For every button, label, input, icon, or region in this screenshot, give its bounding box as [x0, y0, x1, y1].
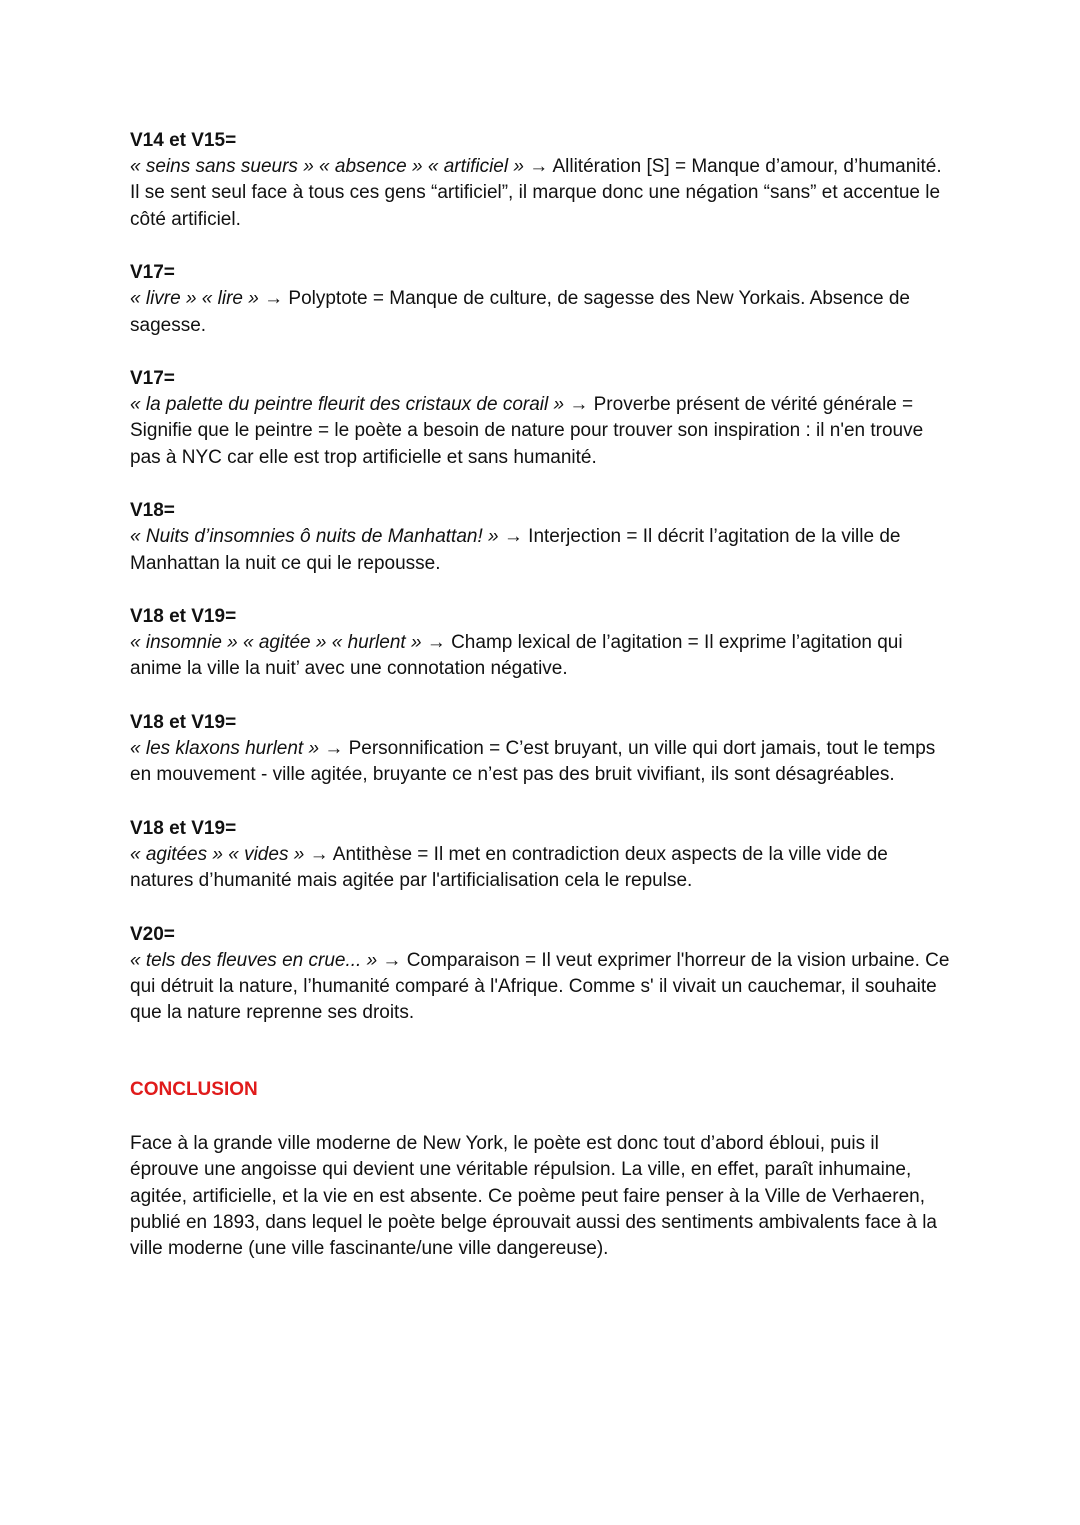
analysis-entry: [130, 604, 950, 683]
conclusion-text: Face à la grande ville moderne de New York, le poète est donc tout d’abord ébloui, puis il éprouve une angoisse qui devient une véritable répulsion. La ville, en effet, paraît inhumaine, agitée, artificielle, et la vie en est absente. Ce poème peut faire penser à la Ville de Verhaeren, publié en 1893, dans lequel le poète belge éprouvait aussi des sentiments ambivalents face à la ville moderne (une ville fascinante/une ville dangereuse).: [130, 1132, 937, 1260]
verse-label: V18=: [130, 500, 175, 522]
conclusion-heading: CONCLUSION: [130, 1078, 258, 1100]
analysis-entry: [130, 816, 950, 895]
analysis-text: [130, 524, 950, 577]
analysis-text: [130, 286, 950, 339]
analysis-text: [130, 948, 950, 1027]
verse-quote: « les klaxons hurlent »: [130, 737, 320, 759]
verse-label: V18 et V19=: [130, 817, 237, 839]
verse-quote: « seins sans sueurs » « absence » « artificiel »: [130, 156, 524, 177]
analysis-entry: [130, 710, 950, 789]
analysis-explanation: → Comparaison = Il veut exprimer l'horreur de la vision urbaine. Ce qui détruit la nature, l’humanité comparé à l'Afrique. Comme s' il vivait un cauchemar, il souhaite que la nature reprenne ses droits.: [130, 949, 950, 1024]
verse-quote: « la palette du peintre fleurit des cristaux de corail »: [130, 394, 565, 416]
analysis-explanation: → Allitération [S] = Manque d’amour, d’humanité. Il se sent seul face à tous ces gens “artificiel”, il marque donc une négation “sans” et accentue le côté artificiel.: [130, 156, 942, 230]
analysis-explanation: → Antithèse = Il met en contradiction deux aspects de la ville vide de natures d’humanité mais agitée par l'artificialisation cela le repulse.: [130, 843, 888, 892]
verse-quote: « insomnie » « agitée » « hurlent »: [130, 632, 422, 654]
analysis-entry: [130, 366, 950, 471]
verse-label: V18 et V19=: [130, 711, 237, 733]
verse-quote: « livre » « lire »: [130, 288, 259, 310]
analysis-text: [130, 736, 950, 789]
analysis-text: [130, 154, 950, 233]
verse-quote: « tels des fleuves en crue... »: [130, 949, 378, 971]
analysis-explanation: → Interjection = Il décrit l’agitation de la ville de Manhattan la nuit ce qui le repousse.: [130, 526, 901, 574]
verse-label: V18 et V19=: [130, 606, 237, 628]
verse-quote: « Nuits d’insomnies ô nuits de Manhattan! »: [130, 526, 499, 548]
analysis-explanation: → Champ lexical de l’agitation = Il exprime l’agitation qui anime la ville la nuit’ avec une connotation négative.: [130, 632, 903, 680]
analysis-text: [130, 630, 950, 683]
analysis-explanation: → Polyptote = Manque de culture, de sagesse des New Yorkais. Absence de sagesse.: [130, 288, 911, 336]
verse-label: V20=: [130, 923, 175, 945]
analysis-entry: [130, 128, 950, 233]
analysis-entry: [130, 260, 950, 339]
verse-label: V17=: [130, 368, 175, 390]
verse-quote: « agitées » « vides »: [130, 843, 305, 865]
analysis-text: [130, 392, 950, 471]
document-page: [130, 128, 950, 1263]
verse-label: V17=: [130, 262, 175, 284]
analysis-entry: [130, 922, 950, 1027]
analysis-explanation: → Proverbe présent de vérité générale = Signifie que le peintre = le poète a besoin de nature pour trouver son inspiration : il n'en trouve pas à NYC car elle est trop artificielle et sans humanité.: [130, 394, 924, 468]
analysis-entry: [130, 498, 950, 577]
verse-label: V14 et V15=: [130, 130, 237, 151]
analysis-explanation: → Personnification = C’est bruyant, un ville qui dort jamais, tout le temps en mouvement - ville agitée, bruyante ce n’est pas des bruit vivifiant, ils sont désagréables.: [130, 737, 936, 786]
analysis-text: [130, 842, 950, 895]
